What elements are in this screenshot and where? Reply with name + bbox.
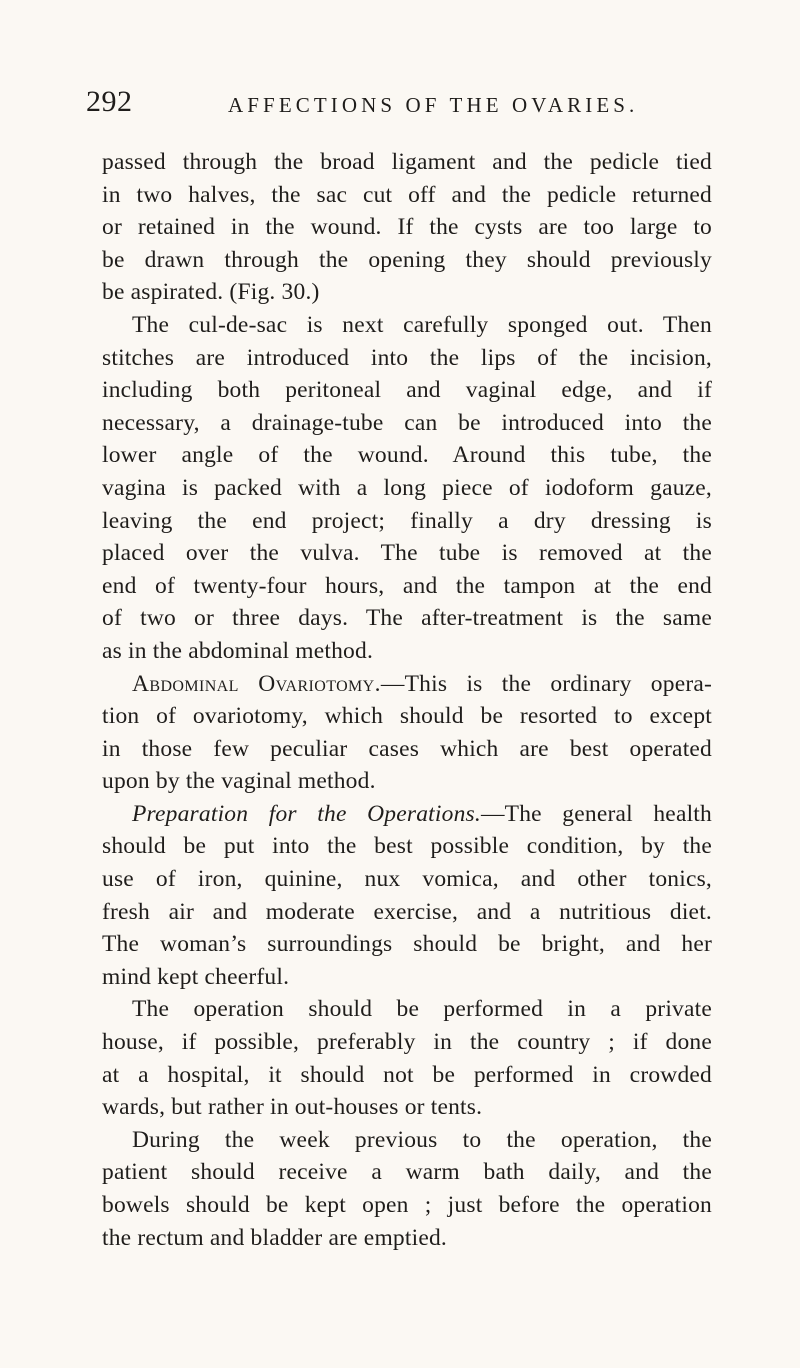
text-line: fresh air and moderate exercise, and a nutritious diet.	[102, 898, 712, 925]
text-line: be aspirated. (Fig. 30.)	[102, 279, 320, 306]
text-run: —The general health	[480, 800, 712, 827]
text-line: passed through the broad ligament and the pedicle tied	[102, 149, 712, 175]
text-line: placed over the vulva. The tube is removed at the	[102, 540, 712, 567]
text-line: During the week previous to the operation, the	[132, 1126, 712, 1153]
text-line: end of twenty-four hours, and the tampon at the end	[102, 572, 712, 599]
text-line: including both peritoneal and vaginal edge, and if	[102, 377, 712, 404]
text-line: vagina is packed with a long piece of iodoform gauze,	[102, 474, 712, 501]
text-line: in two halves, the sac cut off and the pedicle returned	[102, 181, 712, 208]
text-line: tion of ovariotomy, which should be resorted to except	[102, 703, 712, 730]
text-line: as in the abdominal method.	[102, 637, 374, 664]
running-head: AFFECTIONS OF THE OVARIES.	[228, 93, 639, 117]
text-line: stitches are introduced into the lips of the incision,	[102, 344, 712, 371]
page-number: 292	[86, 85, 133, 118]
text-line: wards, but rather in out-houses or tents.	[102, 1094, 483, 1121]
text-line: bowels should be kept open ; just before the operation	[102, 1192, 712, 1218]
text-line: of two or three days. The after-treatment is the same	[102, 605, 712, 632]
text-line: be drawn through the opening they should previously	[102, 246, 712, 273]
text-line: patient should receive a warm bath daily, and the	[102, 1159, 712, 1186]
text-line: The operation should be performed in a private	[132, 996, 712, 1023]
text-line: The woman’s surroundings should be bright, and her	[102, 931, 712, 958]
text-line: or retained in the wound. If the cysts are too large to	[102, 214, 712, 241]
text-line: leaving the end project; finally a dry dressing is	[102, 507, 712, 534]
paragraph-heading-line	[102, 668, 712, 701]
text-line: use of iron, quinine, nux vomica, and other tonics,	[102, 866, 712, 893]
section-heading: Preparation for the Operations.	[132, 800, 481, 827]
text-line: house, if possible, preferably in the country ; if done	[102, 1029, 712, 1056]
text-line: lower angle of the wound. Around this tube, the	[102, 442, 712, 469]
text-run: —This is the ordinary opera-	[380, 670, 713, 697]
text-line: the rectum and bladder are emptied.	[102, 1224, 447, 1251]
text-line: upon by the vaginal method.	[102, 768, 376, 795]
text-line: necessary, a drainage-tube can be introduced into the	[102, 409, 712, 436]
section-heading: Abdominal Ovariotomy.	[132, 670, 381, 697]
text-line: at a hospital, it should not be performed in crowded	[102, 1061, 712, 1088]
paragraph-heading-line	[102, 798, 712, 831]
text-line: should be put into the best possible condition, by the	[102, 833, 712, 860]
text-line: The cul-de-sac is next carefully sponged out. Then	[132, 311, 712, 338]
text-line: mind kept cheerful.	[102, 963, 290, 990]
page-header	[0, 78, 800, 128]
body-text	[102, 146, 712, 1254]
text-line: in those few peculiar cases which are best operated	[102, 735, 712, 762]
